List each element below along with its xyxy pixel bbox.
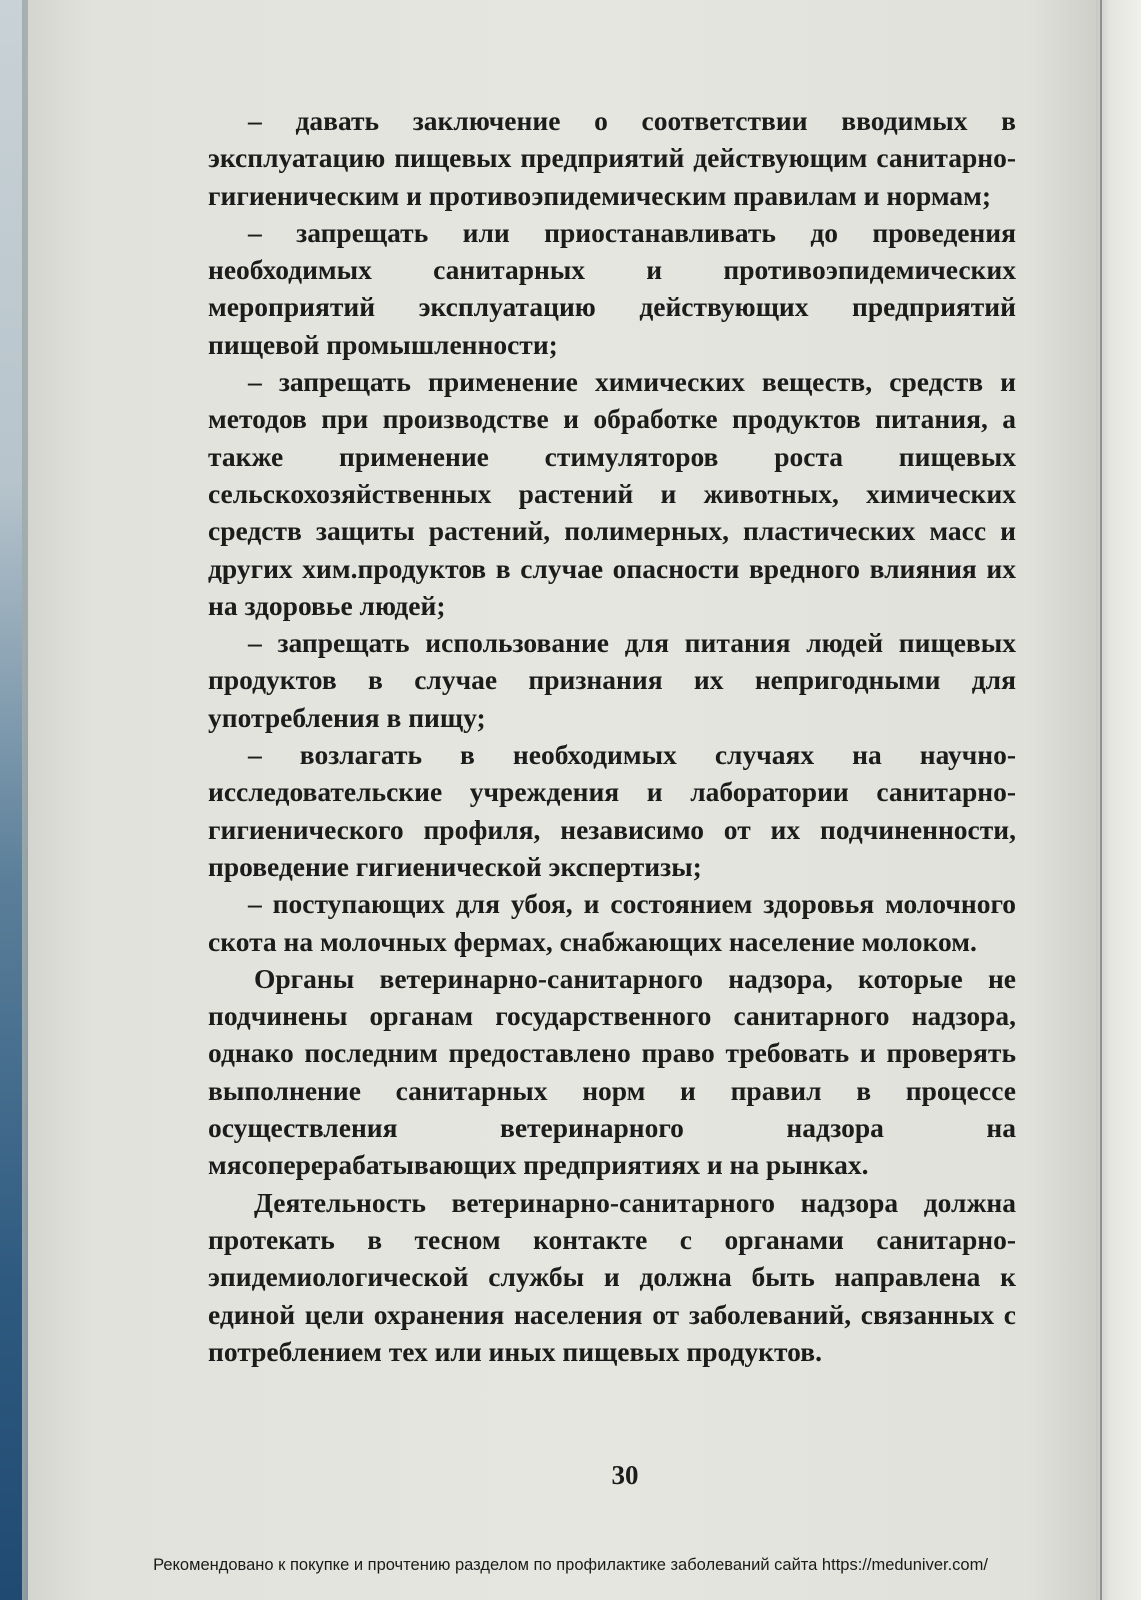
paragraph-5: – возлагать в необходимых случаях на научно-исследовательские учреждения и лаборатории санитарно- гигиенического профиля, независимо от их подчиненности, проведение гигиенической экспертизы; — [208, 739, 1016, 882]
next-page-edge — [1096, 0, 1141, 1600]
paragraph-6: – поступающих для убоя, и состоянием здоровья молочного скота на молочных фермах, снабжающих население молоком. — [208, 888, 1016, 957]
paragraph-7: Органы ветеринарно-санитарного надзора, которые не подчинены органам государственного санитарного надзора, однако последним предоставлено право требовать и проверять выполнение санитарных норм и правил в процессе осуществления ветеринарного надзора на мясоперерабатывающих предприятиях и на рынках. — [208, 962, 1016, 1181]
page-fold-line — [1100, 0, 1102, 1600]
page-text — [208, 102, 1016, 1370]
paragraph-1: – давать заключение о соответствии вводимых в эксплуатацию пищевых предприятий действующим санитарно- гигиеническим и противоэпидемическим правилам и нормам; — [208, 105, 1016, 211]
paragraph-2: – запрещать или приостанавливать до проведения необходимых санитарных и противоэпидемических мероприятий эксплуатацию действующих предприятий пищевой промышленности; — [208, 216, 1016, 360]
paragraph-4: – запрещать использование для питания людей пищевых продуктов в случае признания их непригодными для употребления в пищу; — [208, 627, 1016, 733]
page-number: 30 — [611, 1460, 639, 1490]
footer-note: Рекомендовано к покупке и прочтению разделом по профилактике заболеваний сайта https://meduniver.com/ — [153, 1556, 988, 1574]
paragraph-3: – запрещать применение химических веществ, средств и методов при производстве и обработке продуктов питания, а также применение стимуляторов роста пищевых сельскохозяйственных растений и животных, химических средств защиты растений, полимерных, пластических масс и других хим.продуктов в случае опасности вредного влияния их на здоровье людей; — [208, 366, 1016, 621]
paragraph-8: Деятельность ветеринарно-санитарного надзора должна протекать в тесном контакте с органами санитарно-эпидемиологической службы и должна быть направлена к единой цели охранения населения от заболеваний, связанных с потреблением тех или иных пищевых продуктов. — [208, 1186, 1016, 1367]
